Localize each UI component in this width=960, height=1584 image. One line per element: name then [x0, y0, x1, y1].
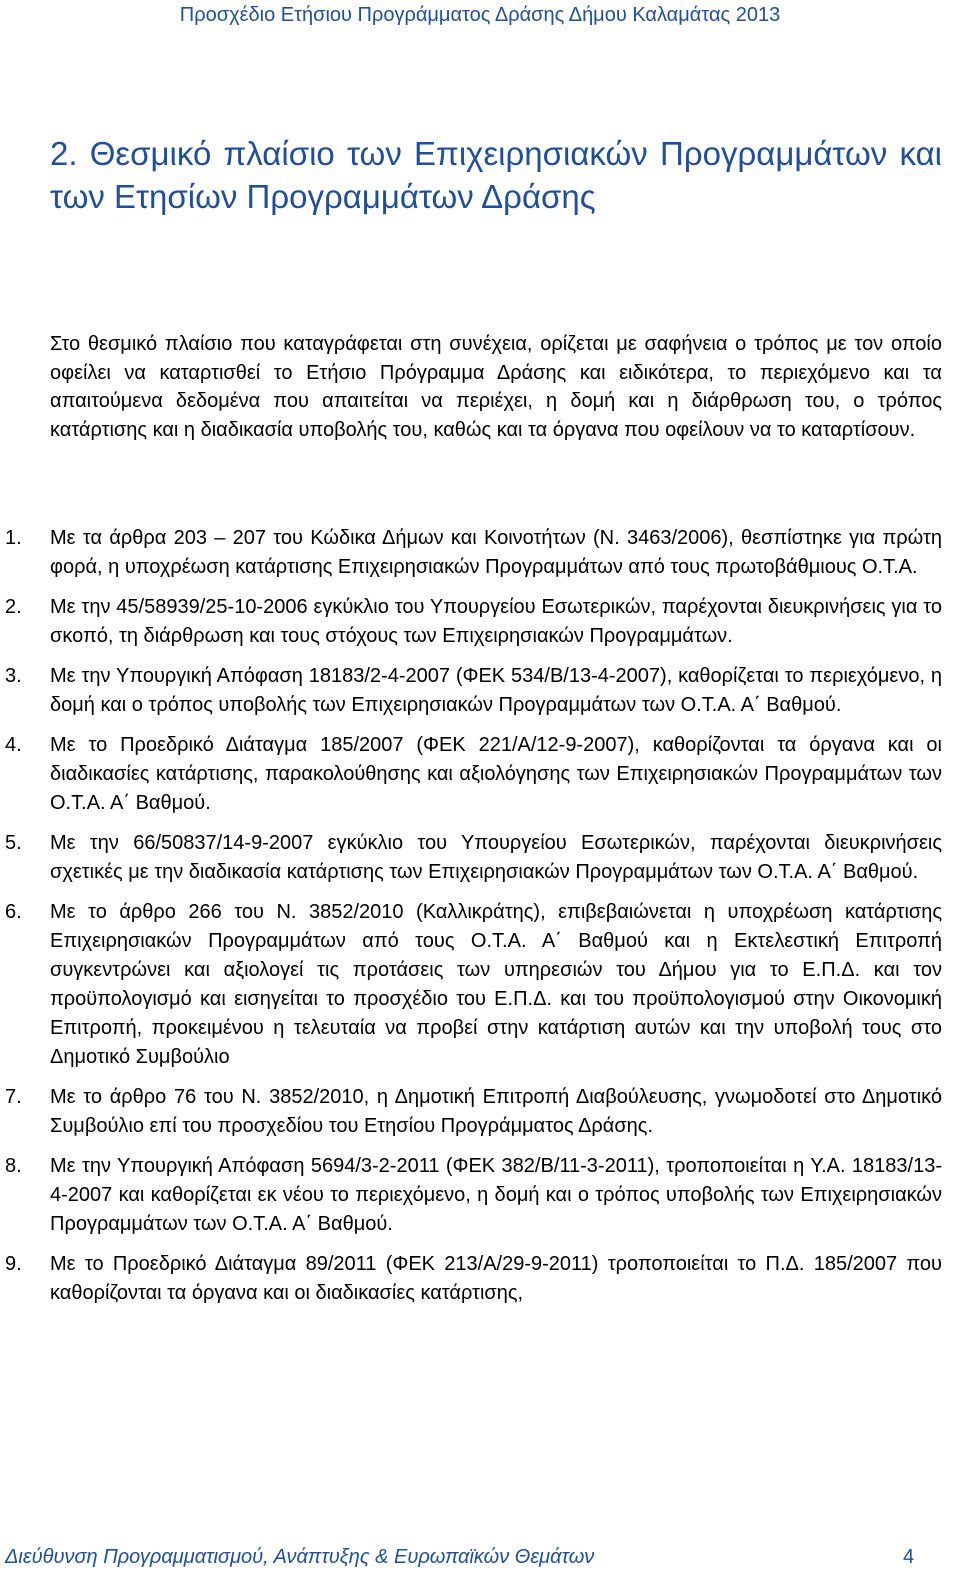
item-text: Με το άρθρο 266 του Ν. 3852/2010 (Καλλικράτης), επιβεβαιώνεται η υποχρέωση κατάρτισης Επιχειρησιακών Προγραμμάτων από τους Ο.Τ.Α. Α΄ Βαθμού και η Εκτελεστική Επιτροπή συγκεντρώνει και αξιολογεί τις προτάσεις των υπηρεσιών του Δήμου για το Ε.Π.Δ. και τον προϋπολογισμό και εισηγείται το προσχέδιο του Ε.Π.Δ. και του προϋπολογισμού στην Οικονομική Επιτροπή, προκειμένου η τελευταία να προβεί στην κατάρτιση αυτών και την υποβολή τους στο Δημοτικό Συμβούλιο — [50, 901, 942, 1068]
legal-framework-list — [0, 524, 960, 1319]
intro-paragraph: Στο θεσμικό πλαίσιο που καταγράφεται στη συνέχεια, ορίζεται με σαφήνεια ο τρόπος με τον οποίο οφείλει να καταρτισθεί το Ετήσιο Πρόγραμμα Δράσης και ειδικότερα, το περιεχόμενο και τα απαιτούμενα δεδομένα που απαιτείται να περιέχει, η δομή και η διάρθρωση του, ο τρόπος κατάρτισης και η διαδικασία υποβολής του, καθώς και τα όργανα που οφείλουν να το καταρτίσουν. — [50, 333, 942, 441]
list-item — [0, 1083, 960, 1141]
item-number: 4. — [5, 734, 22, 756]
item-text: Με την 45/58939/25-10-2006 εγκύκλιο του Υπουργείου Εσωτερικών, παρέχονται διευκρινήσεις για το σκοπό, τη διάρθρωση και τους στόχους των Επιχειρησιακών Προγραμμάτων. — [50, 596, 942, 647]
list-item — [0, 1152, 960, 1239]
page-header: Προσχέδιο Ετήσιου Προγράμματος Δράσης Δήμου Καλαμάτας 2013 — [179, 4, 781, 26]
item-text: Με την Υπουργική Απόφαση 5694/3-2-2011 (ΦΕΚ 382/Β/11-3-2011), τροποποιείται η Υ.Α. 18183/13-4-2007 και καθορίζεται εκ νέου το περιεχόμενο, η δομή και ο τρόπος υποβολής των Επιχειρησιακών Προγραμμάτων των Ο.Τ.Α. Α΄ Βαθμού. — [50, 1155, 942, 1235]
item-number: 3. — [5, 665, 22, 687]
footer-department: Διεύθυνση Προγραμματισμού, Ανάπτυξης & Ευρωπαϊκών Θεμάτων — [5, 1546, 595, 1568]
item-text: Με την Υπουργική Απόφαση 18183/2-4-2007 (ΦΕΚ 534/Β/13-4-2007), καθορίζεται το περιεχόμενο, η δομή και ο τρόπος υποβολής των Επιχειρησιακών Προγραμμάτων των Ο.Τ.Α. Α΄ Βαθμού. — [50, 665, 942, 716]
list-item — [0, 829, 960, 887]
list-item — [0, 1250, 960, 1308]
item-number: 1. — [5, 527, 22, 549]
list-item — [0, 731, 960, 818]
item-text: Με το Προεδρικό Διάταγμα 185/2007 (ΦΕΚ 221/Α/12-9-2007), καθορίζονται τα όργανα και οι διαδικασίες κατάρτισης, παρακολούθησης και αξιολόγησης των Επιχειρησιακών Προγραμμάτων των Ο.Τ.Α. Α΄ Βαθμού. — [50, 734, 942, 814]
item-number: 5. — [5, 832, 22, 854]
section-heading: 2. Θεσμικό πλαίσιο των Επιχειρησιακών Προγραμμάτων και των Ετησίων Προγραμμάτων Δράσης — [50, 135, 942, 215]
item-text: Με την 66/50837/14-9-2007 εγκύκλιο του Υπουργείου Εσωτερικών, παρέχονται διευκρινήσεις σχετικές με την διαδικασία κατάρτισης των Επιχειρησιακών Προγραμμάτων των Ο.Τ.Α. Α΄ Βαθμού. — [50, 832, 942, 883]
item-number: 8. — [5, 1155, 22, 1177]
page-footer — [0, 1540, 960, 1580]
list-item — [0, 593, 960, 651]
item-number: 6. — [5, 901, 22, 923]
item-text: Με τα άρθρα 203 – 207 του Κώδικα Δήμων και Κοινοτήτων (Ν. 3463/2006), θεσπίστηκε για πρώτη φορά, η υποχρέωση κατάρτισης Επιχειρησιακών Προγραμμάτων από τους πρωτοβάθμιους Ο.Τ.Α. — [50, 527, 942, 578]
item-text: Με το άρθρο 76 του Ν. 3852/2010, η Δημοτική Επιτροπή Διαβούλευσης, γνωμοδοτεί στο Δημοτικό Συμβούλιο επί του προσχεδίου του Ετησίου Προγράμματος Δράσης. — [50, 1086, 942, 1137]
list-item — [0, 898, 960, 1072]
item-number: 2. — [5, 596, 22, 618]
page-number: 4 — [903, 1546, 915, 1568]
list-item — [0, 662, 960, 720]
item-number: 9. — [5, 1253, 22, 1275]
list-item — [0, 524, 960, 582]
item-text: Με το Προεδρικό Διάταγμα 89/2011 (ΦΕΚ 213/Α/29-9-2011) τροποποιείται το Π.Δ. 185/2007 που καθορίζονται τα όργανα και οι διαδικασίες κατάρτισης, — [50, 1253, 942, 1304]
item-number: 7. — [5, 1086, 22, 1108]
